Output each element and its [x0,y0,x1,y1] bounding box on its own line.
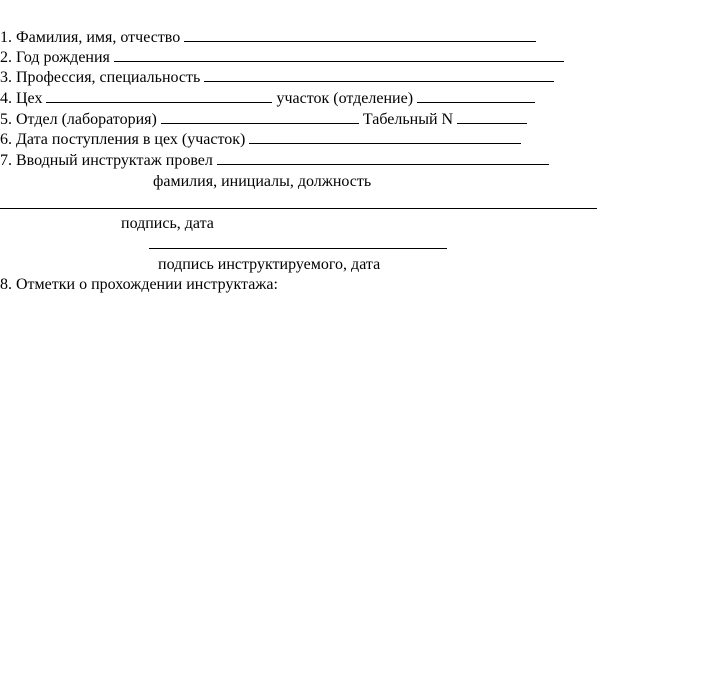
field-label: 3. Профессия, специальность [0,69,201,86]
trainee-signature-line[interactable] [149,248,447,249]
workshop-blank[interactable] [46,88,272,103]
field-label: 5. Отдел (лаборатория) [0,111,157,128]
field-label-tab-number: Табельный N [362,111,454,128]
instructor-blank[interactable] [217,150,549,165]
full-name-blank[interactable] [184,27,536,42]
item-8-heading: 8. Отметки о прохождении инструктажа: [0,276,278,293]
field-label: 7. Вводный инструктаж провел [0,152,213,169]
field-profession [0,67,554,87]
field-instructor [0,150,549,170]
caption-signature-date: подпись, дата [121,215,214,232]
tab-number-blank[interactable] [457,109,527,124]
field-workshop [0,88,535,108]
field-full-name [0,27,536,47]
profession-blank[interactable] [204,67,554,82]
birth-year-blank[interactable] [114,47,564,62]
caption-trainee-signature: подпись инструктируемого, дата [158,256,381,273]
field-birth-year [0,47,564,67]
field-label: 4. Цех [0,90,43,107]
field-arrival-date [0,129,521,149]
section-blank[interactable] [417,88,535,103]
field-label: 2. Год рождения [0,49,110,66]
arrival-date-blank[interactable] [249,129,521,144]
caption-instructor: фамилия, инициалы, должность [153,173,372,190]
signature-line[interactable] [0,208,597,209]
field-label-section: участок (отделение) [276,90,414,107]
field-label: 6. Дата поступления в цех (участок) [0,131,246,148]
field-department [0,109,527,129]
department-blank[interactable] [161,109,359,124]
field-label: 1. Фамилия, имя, отчество [0,29,181,46]
